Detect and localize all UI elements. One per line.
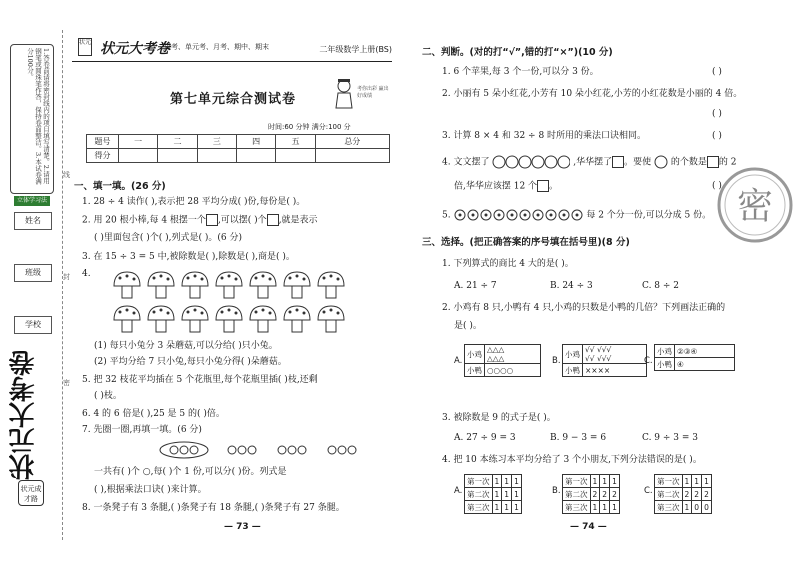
score-table xyxy=(86,134,390,163)
choice-2-cont: 是( )。 xyxy=(454,321,482,331)
choice-2-opt-c[interactable]: C. 小鸡 ②③④ 小鸭 ④ xyxy=(654,344,735,371)
question-4b: (2) 平均分给 7 只小兔,每只小兔分得( )朵蘑菇。 xyxy=(94,357,287,367)
seal-line xyxy=(62,30,63,540)
judge-2-answer[interactable]: ( ) xyxy=(712,109,722,119)
mushroom-icon xyxy=(250,306,276,332)
score-cell[interactable] xyxy=(158,149,197,163)
score-cell[interactable] xyxy=(315,149,389,163)
mushroom-icon xyxy=(216,272,242,298)
choice-3-opt-a[interactable]: A. 27 ÷ 9 = 3 xyxy=(454,433,516,443)
seal-label-mi: 密 xyxy=(63,379,70,387)
choice-1: 1. 下列算式的商比 4 大的是( )。 xyxy=(442,259,574,269)
score-cell[interactable] xyxy=(276,149,315,163)
exam-notice: 1.答卷前请将密封线内的项目填写清楚。2.请用钢笔或圆珠笔作答，保持卷面整洁。3.本试卷满分100分。 xyxy=(10,44,54,194)
judge-1-answer[interactable]: ( ) xyxy=(712,67,722,77)
score-cell[interactable] xyxy=(236,149,275,163)
judge-5: 5. 每 2 个分一份,可以分成 5 份。 xyxy=(442,208,711,222)
choice-1-opt-a[interactable]: A. 21 ÷ 7 xyxy=(454,281,497,291)
choice-2-opt-a[interactable]: A. 小鸡 △△△ △△△ 小鸭 ○○○○ xyxy=(464,344,541,377)
score-header-cell: 二 xyxy=(158,135,197,149)
mushroom-icon xyxy=(114,272,140,298)
mushroom-icon xyxy=(182,306,208,332)
judge-3-answer[interactable]: ( ) xyxy=(712,131,722,141)
strip-badge: 立体学习法 xyxy=(14,196,50,206)
question-2: 2. 用 20 根小棒,每 4 根摆一个 ,可以摆( )个 ,就是表示 xyxy=(82,215,318,226)
choice-2-opt-b[interactable]: B. 小鸡 √√ √√√ √√ √√√ 小鸭 ×××× xyxy=(562,344,647,377)
grade-label: 二年级数学上册(BS) xyxy=(319,45,392,54)
section-judge: 二、判断。(对的打“√”,错的打“×”)(10 分) xyxy=(422,47,613,58)
score-header-cell: 一 xyxy=(119,135,158,149)
question-3: 3. 在 15 ÷ 3 = 5 中,被除数是( ),除数是( ),商是( )。 xyxy=(82,252,295,262)
choice-1-opt-c[interactable]: C. 8 ÷ 2 xyxy=(642,281,680,291)
question-7: 7. 先圈一圈,再填一填。(6 分) xyxy=(82,425,202,435)
score-header-cell: 总分 xyxy=(315,135,389,149)
judge-3: 3. 计算 8 × 4 和 32 ÷ 8 时所用的乘法口诀相同。 xyxy=(442,131,647,141)
circle-icon xyxy=(654,155,668,169)
mascot-icon xyxy=(334,78,354,110)
left-page xyxy=(72,0,402,573)
answer-box[interactable] xyxy=(206,214,218,226)
mushroom-icon xyxy=(148,272,174,298)
mushroom-icon xyxy=(216,306,242,332)
mascot-note: 考你出彩 赢出好成绩 xyxy=(357,86,389,99)
score-cell[interactable] xyxy=(197,149,236,163)
choice-3-opt-c[interactable]: C. 9 ÷ 3 = 3 xyxy=(642,433,698,443)
mushroom-icon xyxy=(318,306,344,332)
score-cell[interactable] xyxy=(119,149,158,163)
choice-4-opt-b[interactable]: B. 第一次 1 1 1 第二次 2 2 2 第三次 1 1 1 xyxy=(562,474,620,514)
question-6: 6. 4 的 6 倍是( ),25 是 5 的( )倍。 xyxy=(82,409,225,419)
name-field-label[interactable]: 姓名 xyxy=(14,212,52,230)
seal-label-feng: 封 xyxy=(63,273,70,281)
question-7b: ( ),根据乘法口诀( )来计算。 xyxy=(94,485,207,495)
score-header-cell: 题号 xyxy=(87,135,119,149)
mushroom-icon xyxy=(284,272,310,298)
school-field-label[interactable]: 学校 xyxy=(14,316,52,334)
choice-3-opt-b[interactable]: B. 9 − 3 = 6 xyxy=(550,433,607,443)
mushroom-icon xyxy=(114,306,140,332)
page-number-74: — 74 — xyxy=(570,522,607,532)
judge-2: 2. 小丽有 5 朵小红花,小芳有 10 朵小红花,小芳的小红花数是小丽的 4 倍。 xyxy=(442,89,743,99)
question-1: 1. 28 ÷ 4 读作( ),表示把 28 平均分成( )份,每份是( )。 xyxy=(82,197,306,207)
question-5-cont: ( )枝。 xyxy=(94,391,122,401)
choice-3: 3. 被除数是 9 的式子是( )。 xyxy=(442,413,556,423)
score-header-cell: 四 xyxy=(236,135,275,149)
square-icon xyxy=(537,180,549,192)
judge-4-cont: 倍,华华应该摆 12 个 。 xyxy=(454,181,559,192)
mushroom-icon xyxy=(182,272,208,298)
score-row-label: 得分 xyxy=(87,149,119,163)
mushroom-icon xyxy=(250,272,276,298)
judge-1: 1. 6 个苹果,每 3 个一份,可以分 3 份。 xyxy=(442,67,599,77)
mushrooms-illustration xyxy=(102,268,352,338)
stamp-char: 密 xyxy=(736,186,774,227)
question-8: 8. 一条凳子有 3 条腿,( )条凳子有 18 条腿,( )条凳子有 27 条腿。 xyxy=(82,503,345,513)
mushroom-icon xyxy=(318,272,344,298)
circle-groups xyxy=(156,440,386,460)
right-page xyxy=(420,0,760,573)
page-title: 第七单元综合测试卷 xyxy=(170,92,297,107)
page-header xyxy=(72,34,392,62)
mushroom-icon xyxy=(148,306,174,332)
circles-row-icon xyxy=(492,155,570,169)
header-brand: 状元大考卷 xyxy=(100,41,170,57)
score-header-cell: 五 xyxy=(276,135,315,149)
question-4a: (1) 每只小兔分 3 朵蘑菇,可以分给( )只小兔。 xyxy=(94,341,278,351)
square-icon xyxy=(612,156,624,168)
class-field-label[interactable]: 班级 xyxy=(14,264,52,282)
header-subtitle: 周考、单元考、月考、期中、期末 xyxy=(164,43,269,51)
time-limit: 时间:60 分钟 满分:100 分 xyxy=(268,123,351,131)
judge-4-answer[interactable]: ( ) xyxy=(712,181,722,191)
flowers-icon xyxy=(453,208,583,222)
question-5: 5. 把 32 枝花平均插在 5 个花瓶里,每个花瓶里插( )枝,还剩 xyxy=(82,375,318,385)
vertical-brand: 状元大考卷 xyxy=(9,350,39,480)
choice-4-opt-a[interactable]: A. 第一次 1 1 1 第二次 1 1 1 第三次 1 1 1 xyxy=(464,474,522,514)
choice-1-opt-b[interactable]: B. 24 ÷ 3 xyxy=(550,281,593,291)
confidential-stamp-icon xyxy=(716,166,794,244)
seal-label-xian: 线 xyxy=(63,171,70,179)
section-fill-blank: 一、填一填。(26 分) xyxy=(74,181,166,192)
header-logo: 状元 xyxy=(78,38,92,56)
score-header-cell: 三 xyxy=(197,135,236,149)
mushroom-icon xyxy=(284,306,310,332)
choice-4-opt-c[interactable]: C. 第一次 1 1 1 第二次 2 2 2 第三次 1 0 0 xyxy=(654,474,712,514)
page-number-73: — 73 — xyxy=(224,522,261,532)
question-2-cont: ( )里面包含( )个( ),列式是( )。(6 分) xyxy=(94,233,243,243)
question-4-number: 4. xyxy=(82,269,91,279)
choice-2: 2. 小鸡有 8 只,小鸭有 4 只,小鸡的只数是小鸭的几倍？下列画法正确的 xyxy=(442,303,726,313)
binding-strip xyxy=(0,0,62,573)
choice-4: 4. 把 10 本练习本平均分给了 3 个小朋友,下列分法错误的是( )。 xyxy=(442,455,702,465)
judge-4: 4. 文文摆了 ,华华摆了 。要使 的个数是 的 2 xyxy=(442,155,736,169)
answer-box[interactable] xyxy=(267,214,279,226)
brand-logo-small: 状元成才路 xyxy=(18,480,44,506)
section-choice: 三、选择。(把正确答案的序号填在括号里)(8 分) xyxy=(422,237,630,248)
question-7a: 一共有( )个 ○,每( )个 1 份,可以分( )份。列式是 xyxy=(94,467,287,477)
